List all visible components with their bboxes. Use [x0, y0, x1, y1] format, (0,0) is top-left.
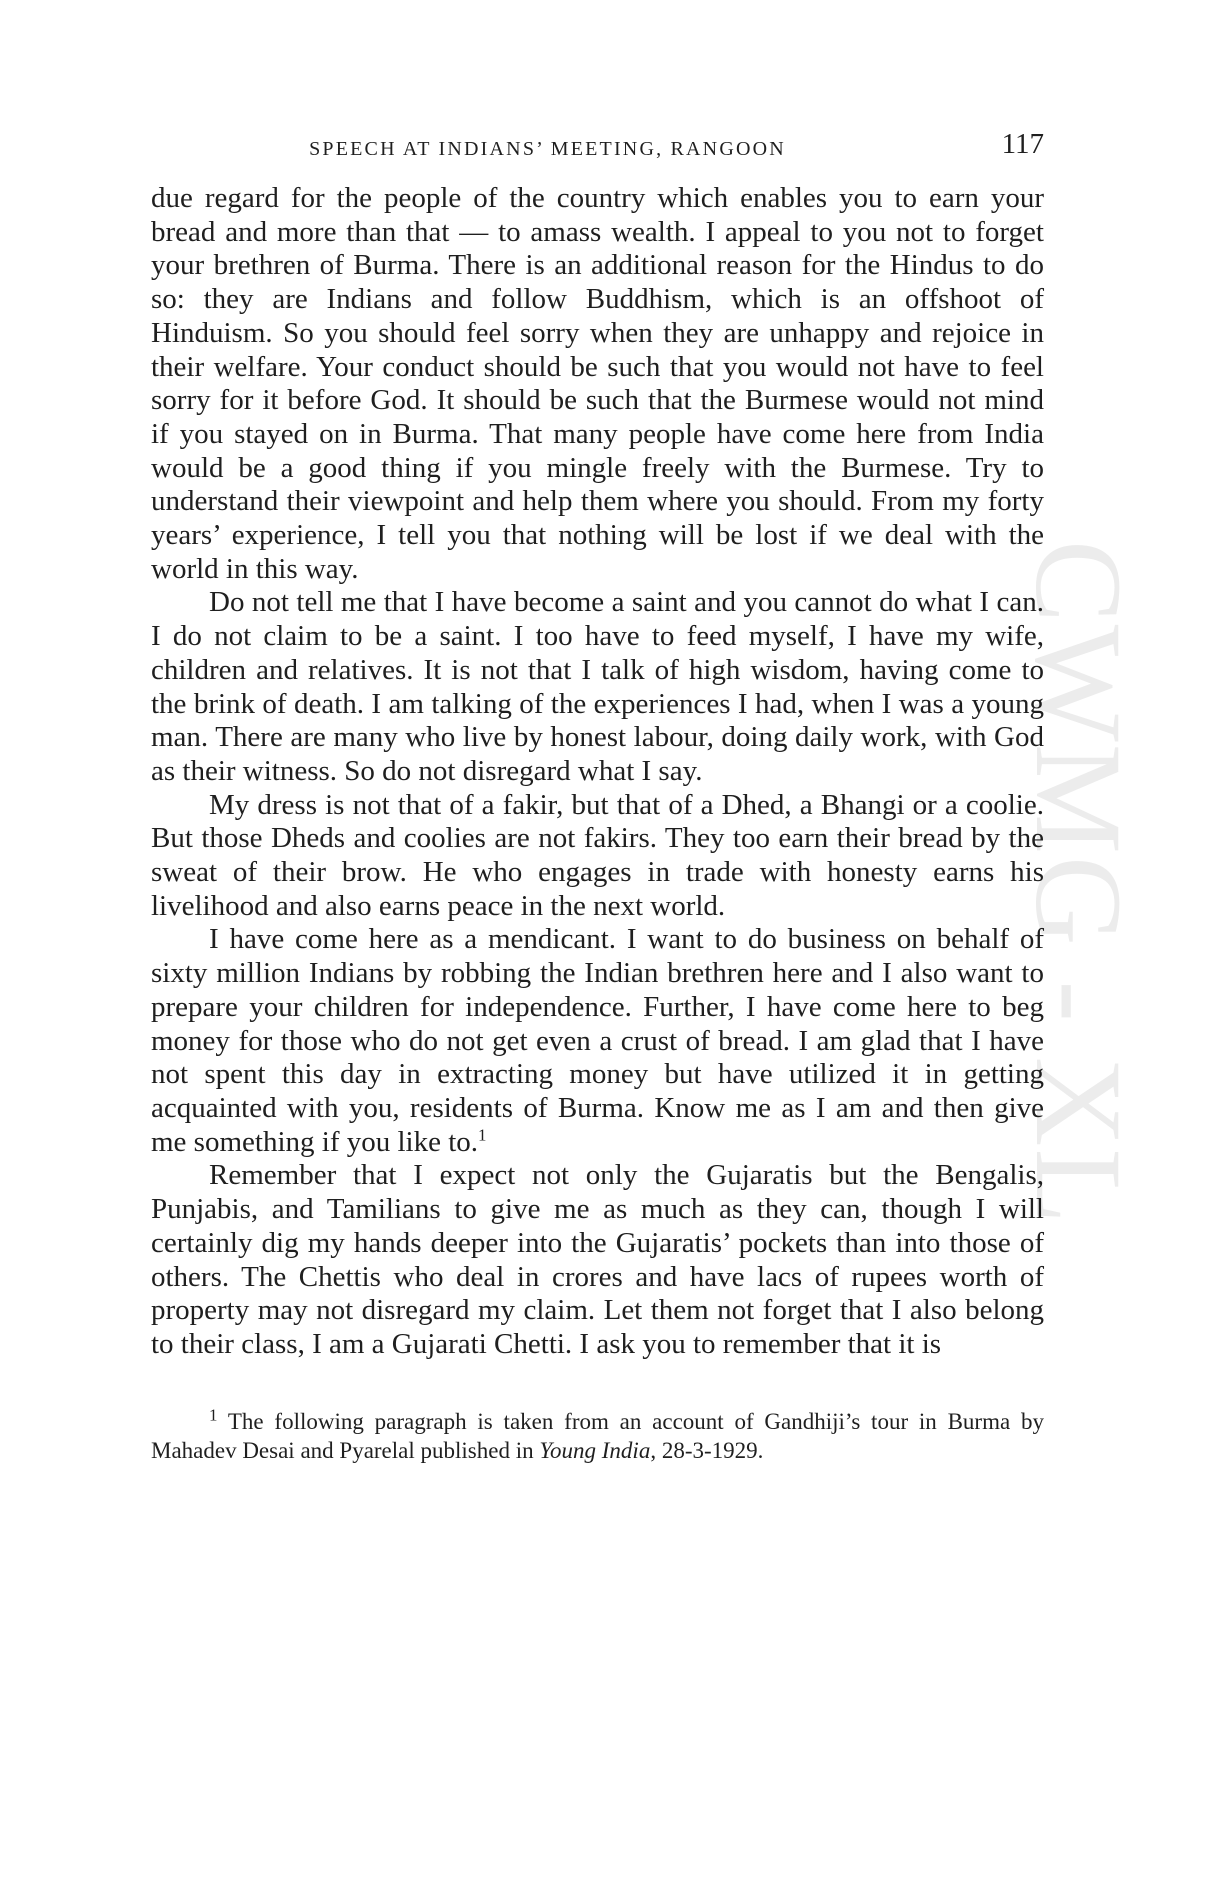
running-title: SPEECH AT INDIANS’ MEETING, RANGOON: [309, 138, 786, 160]
paragraph-mendicant-text: I have come here as a mendicant. I want to do business on behalf of sixty million Indians by robbing the Indian brethren here and I also want to prepare your children for independence. Further, I have come here to beg money for those who do not get even a crust of bread. I am glad that I have not spent this day in extracting money but have utilized it in getting acquainted with you, residents of Burma. Know me as I am and then give me something if you like to.: [151, 923, 1044, 1158]
footnote-paragraph: [151, 1404, 1044, 1465]
footnote-text-after: , 28-3-1929.: [650, 1437, 764, 1463]
paragraph-continued: due regard for the people of the country which enables you to earn your bread and more than that — to amass wealth. I appeal to you not to forget your brethren of Burma. There is an additional reason for the Hindus to do so: they are Indians and follow Buddhism, which is an offshoot of Hinduism. So you should feel sorry when they are unhappy and rejoice in their welfare. Your conduct should be such that you would not have to feel sorry for it before God. It should be such that the Burmese would not mind if you stayed on in Burma. That many people have come here from India would be a good thing if you mingle freely with the Burmese. Try to understand their viewpoint and help them where you should. From my forty years’ experience, I tell you that nothing will be lost if we deal with the world in this way.: [151, 182, 1044, 585]
footnote-mark: 1: [209, 1404, 218, 1424]
footnote: [151, 1404, 1044, 1465]
paragraph-dress: My dress is not that of a fakir, but that of a Dhed, a Bhangi or a coolie. But those Dheds and coolies are not fakirs. They too earn their bread by the sweat of their brow. He who engages in trade with honesty earns his livelihood and also earns peace in the next world.: [151, 788, 1044, 922]
book-page: [151, 126, 1044, 1465]
paragraph-mendicant: [151, 923, 1044, 1159]
footnote-publication: Young India: [539, 1437, 651, 1463]
running-header: [151, 126, 1044, 168]
footnote-reference: 1: [478, 1125, 487, 1145]
body-text: [151, 182, 1044, 1362]
paragraph-saint: Do not tell me that I have become a saint and you cannot do what I can. I do not claim to be a saint. I too have to feed myself, I have my wife, children and relatives. It is not that I talk of high wisdom, having come to the brink of death. I am talking of the experiences I had, when I was a young man. There are many who live by honest labour, doing daily work, with God as their witness. So do not disregard what I say.: [151, 586, 1044, 787]
paragraph-remember: Remember that I expect not only the Gujaratis but the Bengalis, Punjabis, and Tamilians to give me as much as they can, though I will certainly dig my hands deeper into the Gujaratis’ pockets than into those of others. The Chettis who deal in crores and have lacs of rupees worth of property may not disregard my claim. Let them not forget that I also belong to their class, I am a Gujarati Chetti. I ask you to remember that it is: [151, 1159, 1044, 1360]
cwmg-watermark: CWMG - XL: [1010, 540, 1147, 1227]
page-number: 117: [1001, 128, 1044, 160]
footnote-text-before: The following paragraph is taken from an account of Gandhiji’s tour in Burma by Mahadev Desai and Pyarelal published in: [151, 1408, 1044, 1463]
